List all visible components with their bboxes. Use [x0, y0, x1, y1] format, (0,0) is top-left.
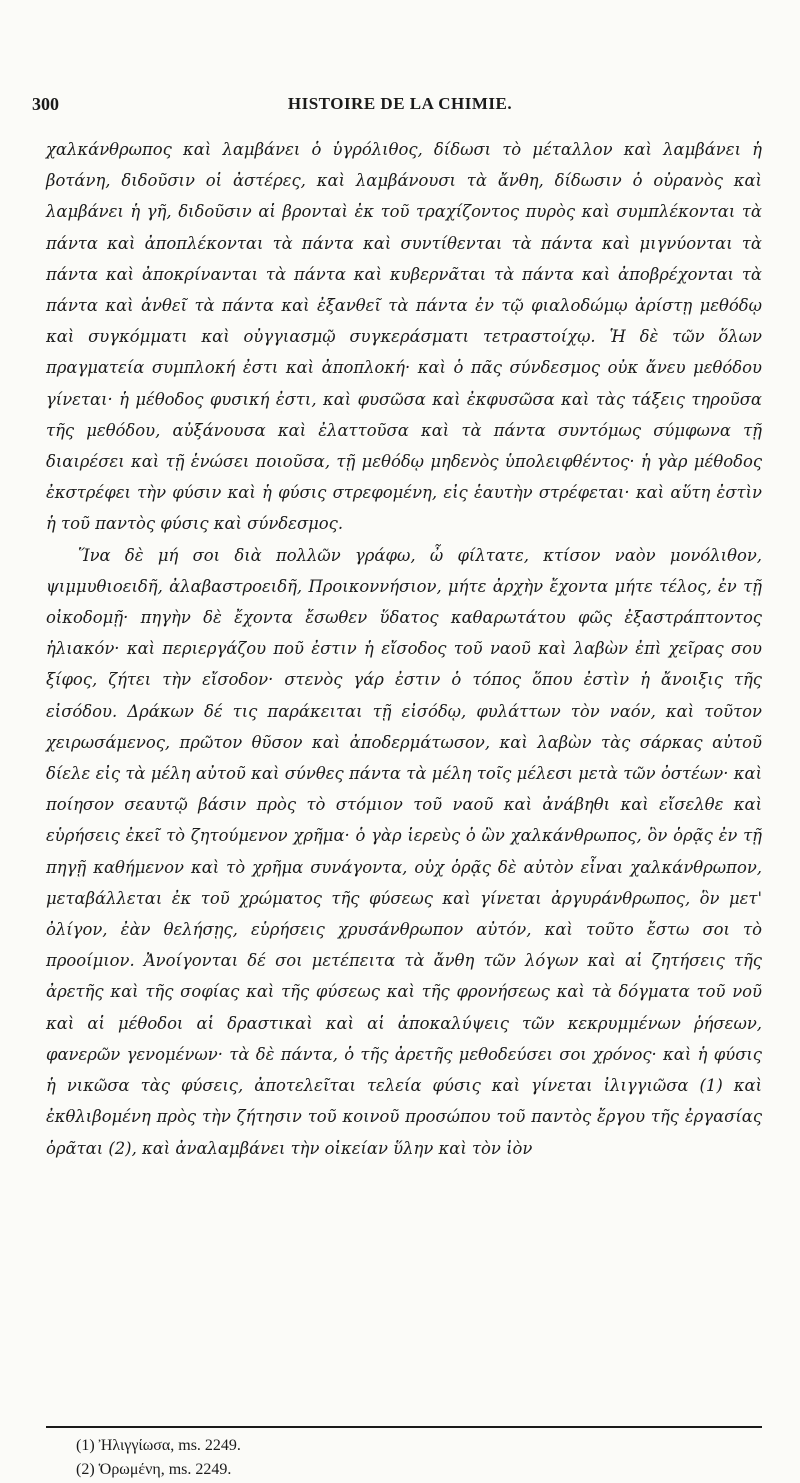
paragraph: χαλκάνθρωπος καὶ λαμβάνει ὁ ὑγρόλιθος, δίδωσι τὸ μέταλλον καὶ λαμβάνει ἡ βοτάνη, διδοῦσιν οἱ ἀστέρες, καὶ λαμβάνουσι τὰ ἄνθη, δίδωσιν ὁ οὐρανὸς καὶ λαμβάνει ἡ γῆ, διδοῦσιν αἱ βρονταὶ ἐκ τοῦ τραχίζοντος πυρὸς καὶ συμπλέκονται τὰ πάντα καὶ ἀποπλέκονται τὰ πάντα καὶ συντίθενται τὰ πάντα καὶ μιγνύονται τὰ πάντα καὶ ἀποκρίνανται τὰ πάντα καὶ κυβερνᾶται τὰ πάντα καὶ ἀποβρέχονται τὰ πάντα καὶ ἀνθεῖ τὰ πάντα καὶ ἐξανθεῖ τὰ πάντα ἐν τῷ φιαλοδώμῳ ἀρίστῃ μεθόδῳ καὶ συγκόμματι καὶ οὐγγιασμῷ συγκεράσματι τετραστοίχῳ. Ἡ δὲ τῶν ὅλων πραγματεία συμπλοκή ἐστι καὶ ἀποπλοκή· καὶ ὁ πᾶς σύνδεσμος οὐκ ἄνευ μεθόδου γίνεται· ἡ μέθοδος φυσική ἐστι, καὶ φυσῶσα καὶ ἐκφυσῶσα καὶ τὰς τάξεις τηροῦσα τῆς μεθόδου, αὐξάνουσα καὶ ἐλαττοῦσα καὶ τὰ πάντα συντόμως σύμφωνα τῇ διαιρέσει καὶ τῇ ἑνώσει ποιοῦσα, τῇ μεθόδῳ μηδενὸς ὑπολειφθέντος· ἡ γὰρ μέθοδος ἐκστρέφει τὴν φύσιν καὶ ἡ φύσις στρεφομένη, εἰς ἑαυτὴν στρέφεται· καὶ αὕτη ἐστὶν ἡ τοῦ παντὸς φύσις καὶ σύνδεσμος.	[46, 140, 762, 534]
page-header	[32, 94, 768, 120]
paragraph: Ἵνα δὲ μή σοι διὰ πολλῶν γράφω, ὦ φίλτατε, κτίσον ναὸν μονόλιθον, ψιμμυθιοειδῆ, ἀλαβαστροειδῆ, Προικοννήσιον, μήτε ἀρχὴν ἔχοντα μήτε τέλος, ἐν τῇ οἰκοδομῇ· πηγὴν δὲ ἔχοντα ἔσωθεν ὕδατος καθαρωτάτου φῶς ἐξαστράπτοντος ἡλιακόν· καὶ περιεργάζου ποῦ ἐστιν ἡ εἴσοδος τοῦ ναοῦ καὶ λαβὼν ἐπὶ χεῖρας σου ξίφος, ζήτει τὴν εἴσοδον· στενὸς γάρ ἐστιν ὁ τόπος ὅπου ἐστὶν ἡ ἄνοιξις τῆς εἰσόδου. Δράκων δέ τις παράκειται τῇ εἰσόδῳ, φυλάττων τὸν ναόν, καὶ τοῦτον χειρωσάμενος, πρῶτον θῦσον καὶ ἀποδερμάτωσον, καὶ λαβὼν τὰς σάρκας αὐτοῦ δίελε εἰς τὰ μέλη αὐτοῦ καὶ σύνθες πάντα τὰ μέλη τοῖς μέλεσι μετὰ τῶν ὀστέων· καὶ ποίησον σεαυτῷ βάσιν πρὸς τὸ στόμιον τοῦ ναοῦ καὶ ἀνάβηθι καὶ εἴσελθε καὶ εὑρήσεις ἐκεῖ τὸ ζητούμενον χρῆμα· ὁ γὰρ ἱερεὺς ὁ ὢν χαλκάνθρωπος, ὃν ὁρᾷς ἐν τῇ πηγῇ καθήμενον καὶ τὸ χρῆμα συνάγοντα, οὐχ ὁρᾷς δὲ αὐτὸν εἶναι χαλκάνθρωπον, μεταβάλλεται ἐκ τοῦ χρώματος τῆς φύσεως καὶ γίνεται ἀργυράνθρωπος, ὃν μετ' ὀλίγον, ἐὰν θελήσῃς, εὑρήσεις χρυσάνθρωπον αὐτόν, καὶ τοῦτο ἔστω σοι τὸ προοίμιον. Ἀνοίγονται δέ σοι μετέπειτα τὰ ἄνθη τῶν λόγων καὶ αἱ ζητήσεις τῆς ἀρετῆς καὶ τῆς σοφίας καὶ τῆς φύσεως καὶ τῆς φρονήσεως καὶ τὰ δόγματα τοῦ νοῦ καὶ αἱ μέθοδοι αἱ δραστικαὶ καὶ αἱ ἀποκαλύψεις τῶν κεκρυμμένων ῥήσεων, φανερῶν γενομένων· τὰ δὲ πάντα, ὁ τῆς ἀρετῆς μεθοδεύσει σοι χρόνος· καὶ ἡ φύσις ἡ νικῶσα τὰς φύσεις, ἀποτελεῖται τελεία φύσις καὶ γίνεται ἰλιγγιῶσα (1) καὶ ἐκθλιβομένη πρὸς τὴν ζήτησιν τοῦ κοινοῦ προσώπου τοῦ παντὸς ἔργου τῆς ἐργασίας ὁρᾶται (2), καὶ ἀναλαμβάνει τὴν οἰκείαν ὕλην καὶ τὸν ἰὸν	[46, 545, 762, 1158]
page-number: 300	[32, 94, 59, 114]
footnotes	[76, 1434, 762, 1482]
footnote: (1) Ἠλιγγίωσα, ms. 2249.	[76, 1437, 241, 1454]
main-text	[46, 134, 762, 1164]
running-title: HISTOIRE DE LA CHIMIE.	[287, 94, 513, 113]
footnote: (2) Ὁρωμένη, ms. 2249.	[76, 1461, 232, 1478]
footnote-divider	[46, 1426, 762, 1428]
